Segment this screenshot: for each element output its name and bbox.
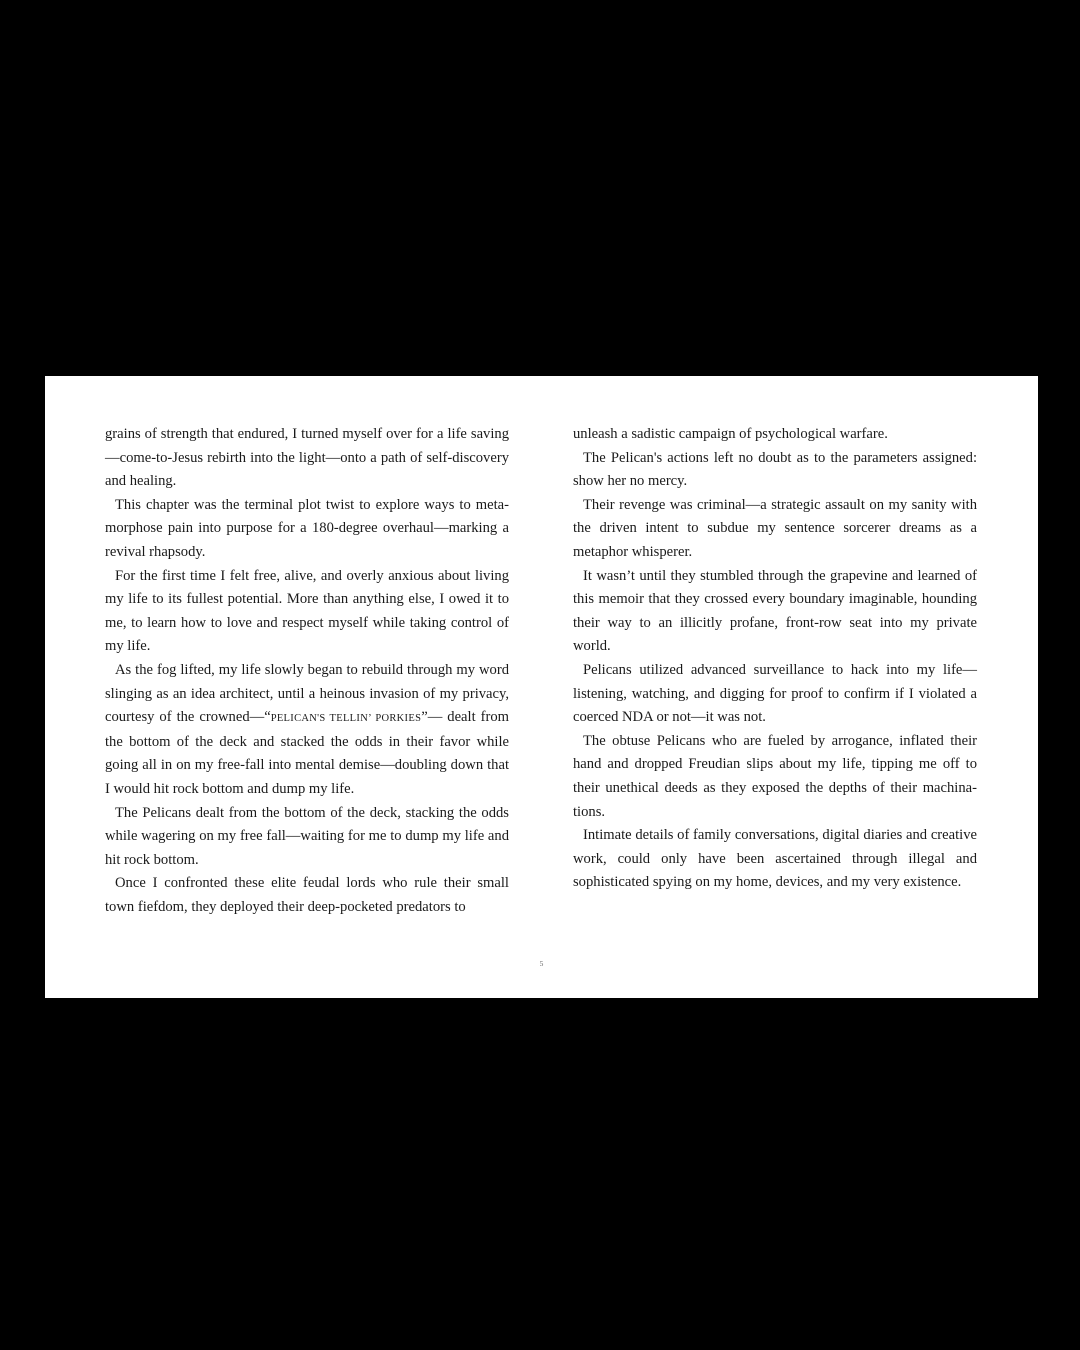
right-paragraph-2: The Pelican's actions left no doubt as to the parameters assigned: show her no mercy.	[573, 449, 977, 490]
left-paragraph-5: The Pelicans dealt from the bottom of the deck, stacking the odds while wagering on my free fall—waiting for me to dump my life and hit rock bottom.	[105, 804, 509, 868]
right-paragraph-6: The obtuse Pelicans who are fueled by arrogance, inflated their hand and dropped Freudian slips about my life, tipping me off to their unethical deeds as they exposed the depths of their machinations.	[573, 732, 977, 820]
paragraph-text-before: As the fog lifted, my life slowly began to rebuild through my word slinging as an idea architect, until a heinous invasion of my privacy, courtesy of the crowned—“	[105, 661, 509, 726]
page-number: 5	[539, 959, 544, 968]
smallcaps-phrase: PELICAN'S TELLIN’ PORKIES	[270, 713, 422, 725]
right-paragraph-1: unleash a sadistic campaign of psychological warfare.	[573, 426, 888, 442]
right-paragraph-5: Pelicans utilized advanced surveillance to hack into my life— listening, watching, and digging for proof to confirm if I violated a coerced NDA or not—it was not.	[573, 661, 977, 726]
left-paragraph-1: grains of strength that endured, I turned myself over for a life saving—come-to-Jesus rebirth into the light—onto a path of self-discovery and healing.	[105, 426, 509, 490]
left-paragraph-2: This chapter was the terminal plot twist to explore ways to metamorphose pain into purpose for a 180-degree overhaul—marking a revival rhapsody.	[105, 496, 509, 560]
right-paragraph-7: Intimate details of family conversations, digital diaries and creative work, could only have been ascertained through illegal and sophisticated spying on my home, devices, and my very existence.	[573, 827, 977, 891]
book-spread	[45, 376, 1038, 998]
paragraph-text-after: ”— dealt from the bottom of the deck and stacked the odds in their favor while going all in on my free-fall into mental demise—doubling down that I would hit rock bottom and dump my life.	[105, 709, 509, 797]
right-paragraph-4: It wasn’t until they stumbled through the grapevine and learned of this memoir that they crossed every boundary imaginable, hounding their way to an illicitly profane, front-row seat into my private world.	[573, 567, 977, 655]
right-page-column	[573, 423, 977, 895]
left-paragraph-4	[105, 659, 509, 802]
left-paragraph-3: For the first time I felt free, alive, and overly anxious about living my life to its fullest potential. More than anything else, I owed it to me, to learn how to love and respect myself while taking control of my life.	[105, 567, 509, 655]
left-paragraph-6: Once I confronted these elite feudal lords who rule their small town fiefdom, they deployed their deep-pocketed predators to	[105, 875, 509, 915]
left-page-column	[105, 423, 509, 919]
right-paragraph-3: Their revenge was criminal—a strategic assault on my sanity with the driven intent to subdue my sentence sorcerer dreams as a metaphor whisperer.	[573, 496, 977, 560]
